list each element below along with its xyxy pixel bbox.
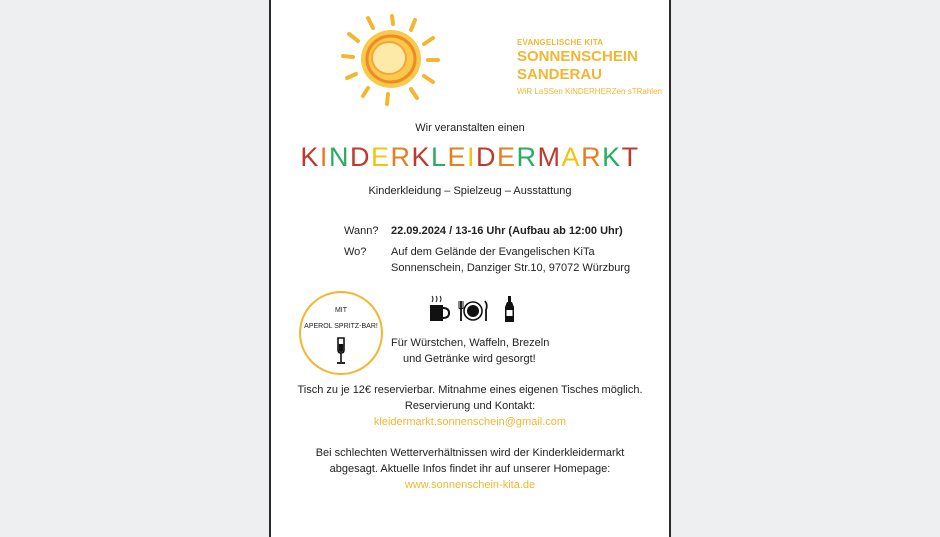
contact-email-link[interactable]: kleidermarkt.sonnenschein@gmail.com [373,416,567,428]
title-letter: E [370,142,391,172]
title-letter: I [467,142,477,172]
title-letter: A [561,142,582,172]
food-line1: Für Würstchen, Waffeln, Brezeln [391,337,550,349]
event-title [271,142,669,173]
title-letter: D [349,142,371,172]
reservation-label: Reservierung und Kontakt: [404,400,536,412]
champagne-glass-icon [334,337,348,365]
title-letter: T [621,142,640,172]
food-line2: und Getränke wird gesorgt! [403,353,536,365]
coffee-cup-icon [430,296,449,321]
weather-line2: abgesagt. Aktuelle Infos findet ihr auf unserer Homepage: [329,463,611,475]
title-letter: R [516,142,538,172]
where-line1: Auf dem Gelände der Evangelischen KiTa [391,246,595,258]
plate-cutlery-icon [459,301,487,321]
title-letter: L [430,142,448,172]
title-letter: M [537,142,562,172]
title-letter: K [602,142,622,172]
aperol-badge [299,291,383,375]
food-drink-icons [429,295,519,325]
logo-line2: SONNENSCHEIN [517,48,638,65]
when-value: 22.09.2024 / 13-16 Uhr (Aufbau ab 12:00 Uhr) [391,225,623,237]
logo-line3: SANDERAU [517,66,603,83]
homepage-link[interactable]: www.sonnenschein-kita.de [404,479,536,491]
flyer-page [269,0,671,537]
title-letter: R [390,142,412,172]
intro-text: Wir veranstalten einen [415,122,525,134]
sun-icon [337,10,447,110]
title-letter: E [447,142,468,172]
subtitle: Kinderkleidung – Spielzeug – Ausstattung [368,185,572,197]
title-letter: D [476,142,498,172]
weather-line1: Bei schlechten Wetterverhältnissen wird der Kinderkleidermarkt [315,447,625,459]
title-letter: K [411,142,431,172]
title-letter: K [300,142,320,172]
where-label: Wo? [344,246,367,258]
when-label: Wann? [344,225,379,237]
kita-logo [337,10,662,110]
logo-line1: EVANGELISCHE KITA [517,38,604,47]
badge-line1: MIT [334,307,348,314]
table-info: Tisch zu je 12€ reservierbar. Mitnahme eines eigenen Tisches möglich. [297,384,643,396]
title-letter: N [328,142,350,172]
title-letter: I [319,142,329,172]
title-letter: R [581,142,603,172]
title-letter: E [497,142,517,172]
where-line2: Sonnenschein, Danziger Str.10, 97072 Würzburg [391,262,631,274]
logo-tagline: WiR LaSSen KiNDERHERZen sTRahlen [517,87,662,96]
badge-line2: APEROL SPRITZ-BAR! [304,323,378,330]
bottle-icon [505,296,514,322]
